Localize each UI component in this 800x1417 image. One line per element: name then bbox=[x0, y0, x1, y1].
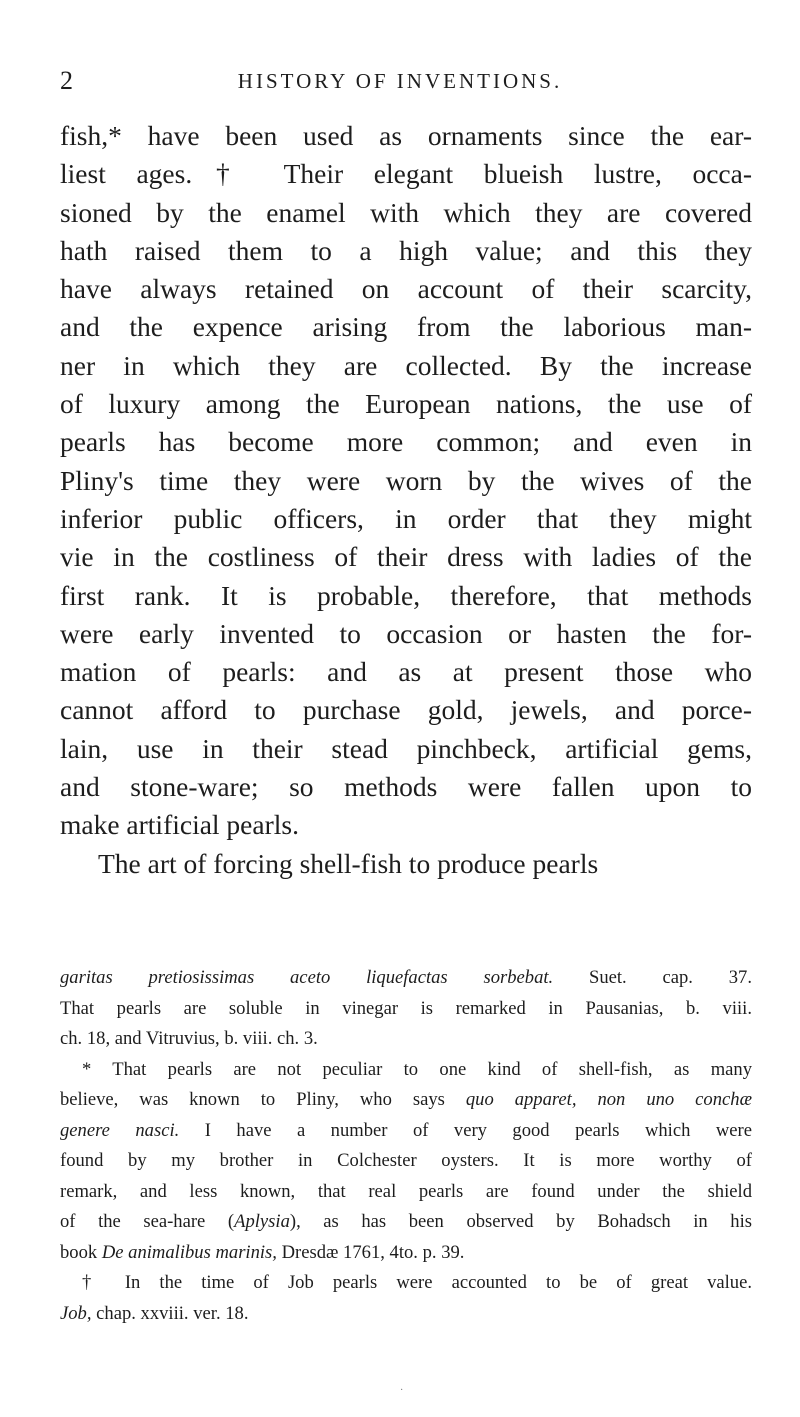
footnote-line: remark, and less known, that real pearls are found under the shield bbox=[60, 1180, 752, 1202]
text-line: cannot afford to purchase gold, jewels, and porce- bbox=[60, 694, 752, 726]
species-name: Aplysia bbox=[234, 1211, 290, 1232]
text-line: were early invented to occasion or hasten the for- bbox=[60, 617, 752, 649]
text-line: hath raised them to a high value; and this they bbox=[60, 234, 752, 266]
footnote-line bbox=[60, 1207, 752, 1238]
latin-quote: genere nasci. bbox=[60, 1119, 180, 1141]
text-line: vie in the costliness of their dress with ladies of the bbox=[60, 541, 752, 573]
text-line: sioned by the enamel with which they are covered bbox=[60, 196, 752, 228]
footnote-line bbox=[60, 1116, 752, 1147]
footnote-line bbox=[60, 1299, 752, 1330]
text-line: have always retained on account of their scarcity, bbox=[60, 273, 752, 305]
footnote-line: found by my brother in Colchester oysters. It is more worthy of bbox=[60, 1150, 752, 1171]
footnote-text: of the sea-hare ( bbox=[60, 1211, 235, 1232]
footnote-text: ), as has been observed by Bohadsch in his bbox=[289, 1211, 752, 1232]
footnotes bbox=[60, 963, 752, 1329]
text-line: The art of forcing shell-fish to produce pearls bbox=[98, 847, 599, 879]
text-line: and stone-ware; so methods were fallen upon to bbox=[60, 771, 752, 803]
text-line: lain, use in their stead pinchbeck, artificial gems, bbox=[60, 732, 752, 764]
text-line: inferior public officers, in order that they might bbox=[60, 502, 752, 534]
footnote-line: ch. 18, and Vitruvius, b. viii. ch. 3. bbox=[60, 1028, 318, 1049]
book-title: Job, bbox=[60, 1302, 92, 1324]
text-line: of luxury among the European nations, the use of bbox=[60, 388, 752, 420]
latin-quote: garitas pretiosissimas aceto liquefactas sorbebat. bbox=[60, 967, 554, 988]
footnote-text: book bbox=[60, 1241, 102, 1263]
text-line: make artificial pearls. bbox=[60, 809, 299, 841]
footnote-text: chap. xxviii. ver. 18. bbox=[91, 1302, 249, 1324]
print-speck: · bbox=[400, 1385, 404, 1396]
running-title: HISTORY OF INVENTIONS. bbox=[237, 69, 563, 93]
footnote-line bbox=[60, 1238, 752, 1269]
footnote-text: Dresdæ 1761, 4to. p. 39. bbox=[276, 1241, 465, 1263]
citation: Suet. cap. 37. bbox=[553, 967, 752, 988]
text-line: mation of pearls: and as at present those who bbox=[60, 656, 752, 688]
book-title: De animalibus marinis, bbox=[101, 1241, 277, 1263]
footnote-line: * That pearls are not peculiar to one kind of shell-fish, as many bbox=[82, 1058, 752, 1080]
footnote-text: I have a number of very good pearls which were bbox=[179, 1119, 752, 1141]
page-number: 2 bbox=[60, 66, 73, 95]
footnote-line: † In the time of Job pearls were accounted to be of great value. bbox=[82, 1272, 752, 1293]
text-line: liest ages.† Their elegant blueish lustre, occa- bbox=[60, 158, 752, 190]
running-head bbox=[60, 66, 740, 96]
text-line: Pliny's time they were worn by the wives of the bbox=[60, 464, 752, 496]
latin-quote: quo apparet, non uno conchæ bbox=[465, 1089, 752, 1110]
footnote-line: That pearls are soluble in vinegar is remarked in Pausanias, b. viii. bbox=[60, 997, 752, 1019]
footnote-line bbox=[60, 1085, 752, 1116]
footnote-line bbox=[60, 963, 752, 994]
footnote-text: believe, was known to Pliny, who says bbox=[60, 1089, 466, 1110]
text-line: first rank. It is probable, therefore, that methods bbox=[60, 579, 752, 611]
text-line: fish,* have been used as ornaments since the ear- bbox=[60, 120, 752, 151]
text-line: pearls has become more common; and even in bbox=[60, 426, 752, 458]
main-text bbox=[60, 117, 752, 883]
text-line: ner in which they are collected. By the increase bbox=[60, 349, 752, 381]
text-line: and the expence arising from the laborious man- bbox=[60, 311, 752, 343]
